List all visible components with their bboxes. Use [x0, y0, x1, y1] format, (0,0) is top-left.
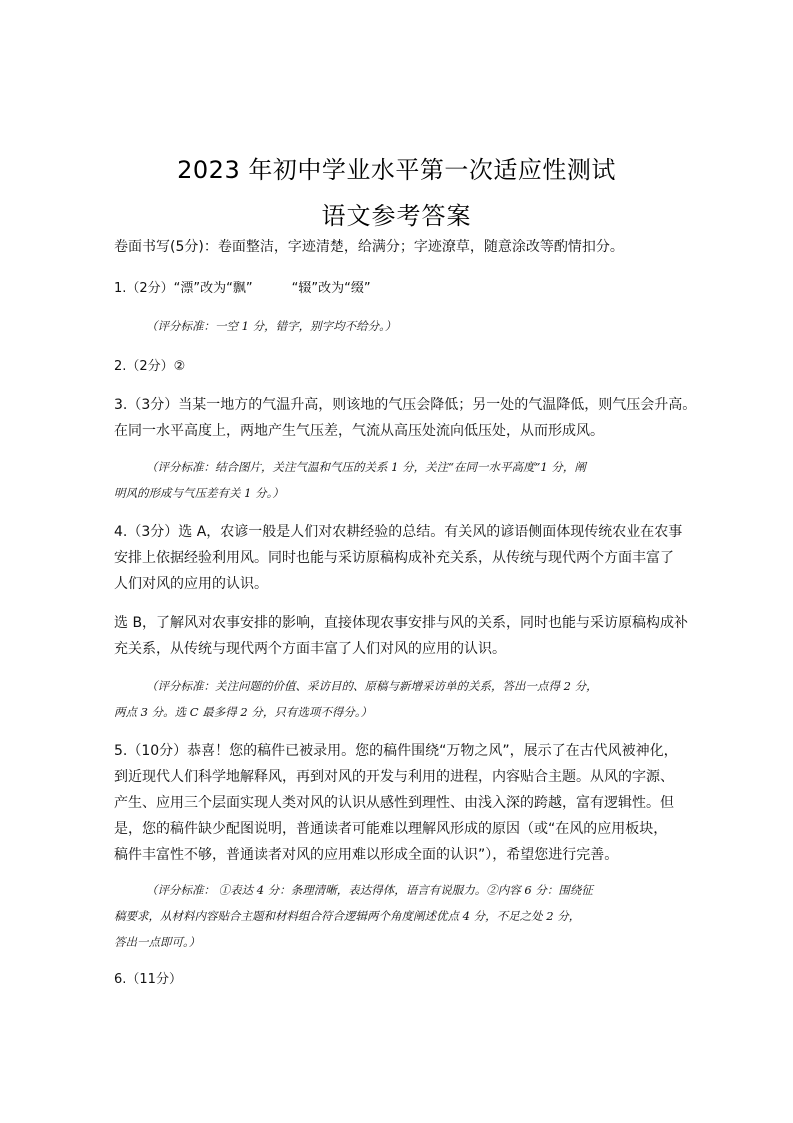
q5-note-line: 答出一点即可。）	[114, 935, 201, 949]
q3-answer-line: 3.（3分）当某一地方的气温升高，则该地的气压会降低；另一处的气温降低，则气压会升高。	[114, 397, 697, 413]
q1-note-line: （评分标准：一空 1 分，错字，别字均不给分。）	[146, 319, 397, 333]
q3-scoring-note	[114, 454, 694, 506]
q4-a-line: 安排上依据经验利用风。同时也能与采访原稿构成补充关系，从传统与现代两个方面丰富了	[114, 550, 674, 566]
q5-answer	[114, 738, 694, 868]
q4-note-line: （评分标准：关注问题的价值、采访目的、原稿与新增采访单的关系，答出一点得 2 分，	[146, 679, 598, 693]
q5-answer-line: 到近现代人们科学地解释风，再到对风的开发与利用的进程，内容贴合主题。从风的字源、	[114, 769, 674, 785]
q6-answer: 6.（11分）	[114, 972, 182, 987]
q4-note-line: 两点 3 分。选 C 最多得 2 分，只有选项不得分。）	[114, 705, 373, 719]
handwriting-scoring-intro: 卷面书写(5分)：卷面整洁，字迹清楚，给满分；字迹潦草，随意涂改等酌情扣分。	[114, 239, 624, 255]
q5-answer-line: 5.（10分）恭喜！您的稿件已被录用。您的稿件围绕“万物之风”，展示了在古代风被神化，	[114, 743, 678, 759]
q4-option-a	[114, 519, 694, 597]
q5-scoring-note	[114, 877, 694, 955]
document-subtitle: 语文参考答案	[321, 202, 472, 230]
q5-note-line: 稿要求，从材料内容贴合主题和材料组合符合逻辑两个角度阐述优点 4 分，不足之处 2 分，	[114, 909, 581, 923]
document-title: 2023 年初中学业水平第一次适应性测试	[177, 156, 616, 184]
q5-note-line: （评分标准： ①表达 4 分：条理清晰，表达得体，语言有说服力。②内容 6 分：围绕征	[146, 883, 593, 897]
q5-answer-line: 产生、应用三个层面实现人类对风的认识从感性到理性、由浅入深的跨越，富有逻辑性。但	[114, 795, 674, 811]
q1-answer: 1.（2分）“漂”改为“飘” “辍”改为“缀”	[114, 281, 371, 296]
q4-b-line: 选 B，了解风对农事安排的影响，直接体现农事安排与风的关系，同时也能与采访原稿构成补	[114, 615, 689, 631]
q2-answer: 2.（2分）②	[114, 359, 186, 374]
q4-b-line: 充关系，从传统与现代两个方面丰富了人们对风的应用的认识。	[114, 641, 506, 657]
q4-scoring-note	[114, 673, 694, 725]
q1-scoring-note	[114, 313, 694, 339]
q3-note-line: （评分标准：结合图片，关注气温和气压的关系 1 分，关注“在同一水平高度”1 分，阐	[146, 460, 586, 474]
q3-note-line: 明风的形成与气压差有关 1 分。）	[114, 486, 284, 500]
q4-option-b	[114, 610, 694, 662]
q3-answer-line: 在同一水平高度上，两地产生气压差，气流从高压处流向低压处，从而形成风。	[114, 423, 604, 439]
q5-answer-line: 稿件丰富性不够，普通读者对风的应用难以形成全面的认识”），希望您进行完善。	[114, 847, 619, 863]
q5-answer-line: 是，您的稿件缺少配图说明，普通读者可能难以理解风形成的原因（或“在风的应用板块，	[114, 821, 668, 837]
q4-a-line: 人们对风的应用的认识。	[114, 576, 268, 592]
q3-answer	[114, 392, 697, 444]
q4-a-line: 4.（3分）选 A，农谚一般是人们对农耕经验的总结。有关风的谚语侧面体现传统农业在农事	[114, 524, 683, 540]
